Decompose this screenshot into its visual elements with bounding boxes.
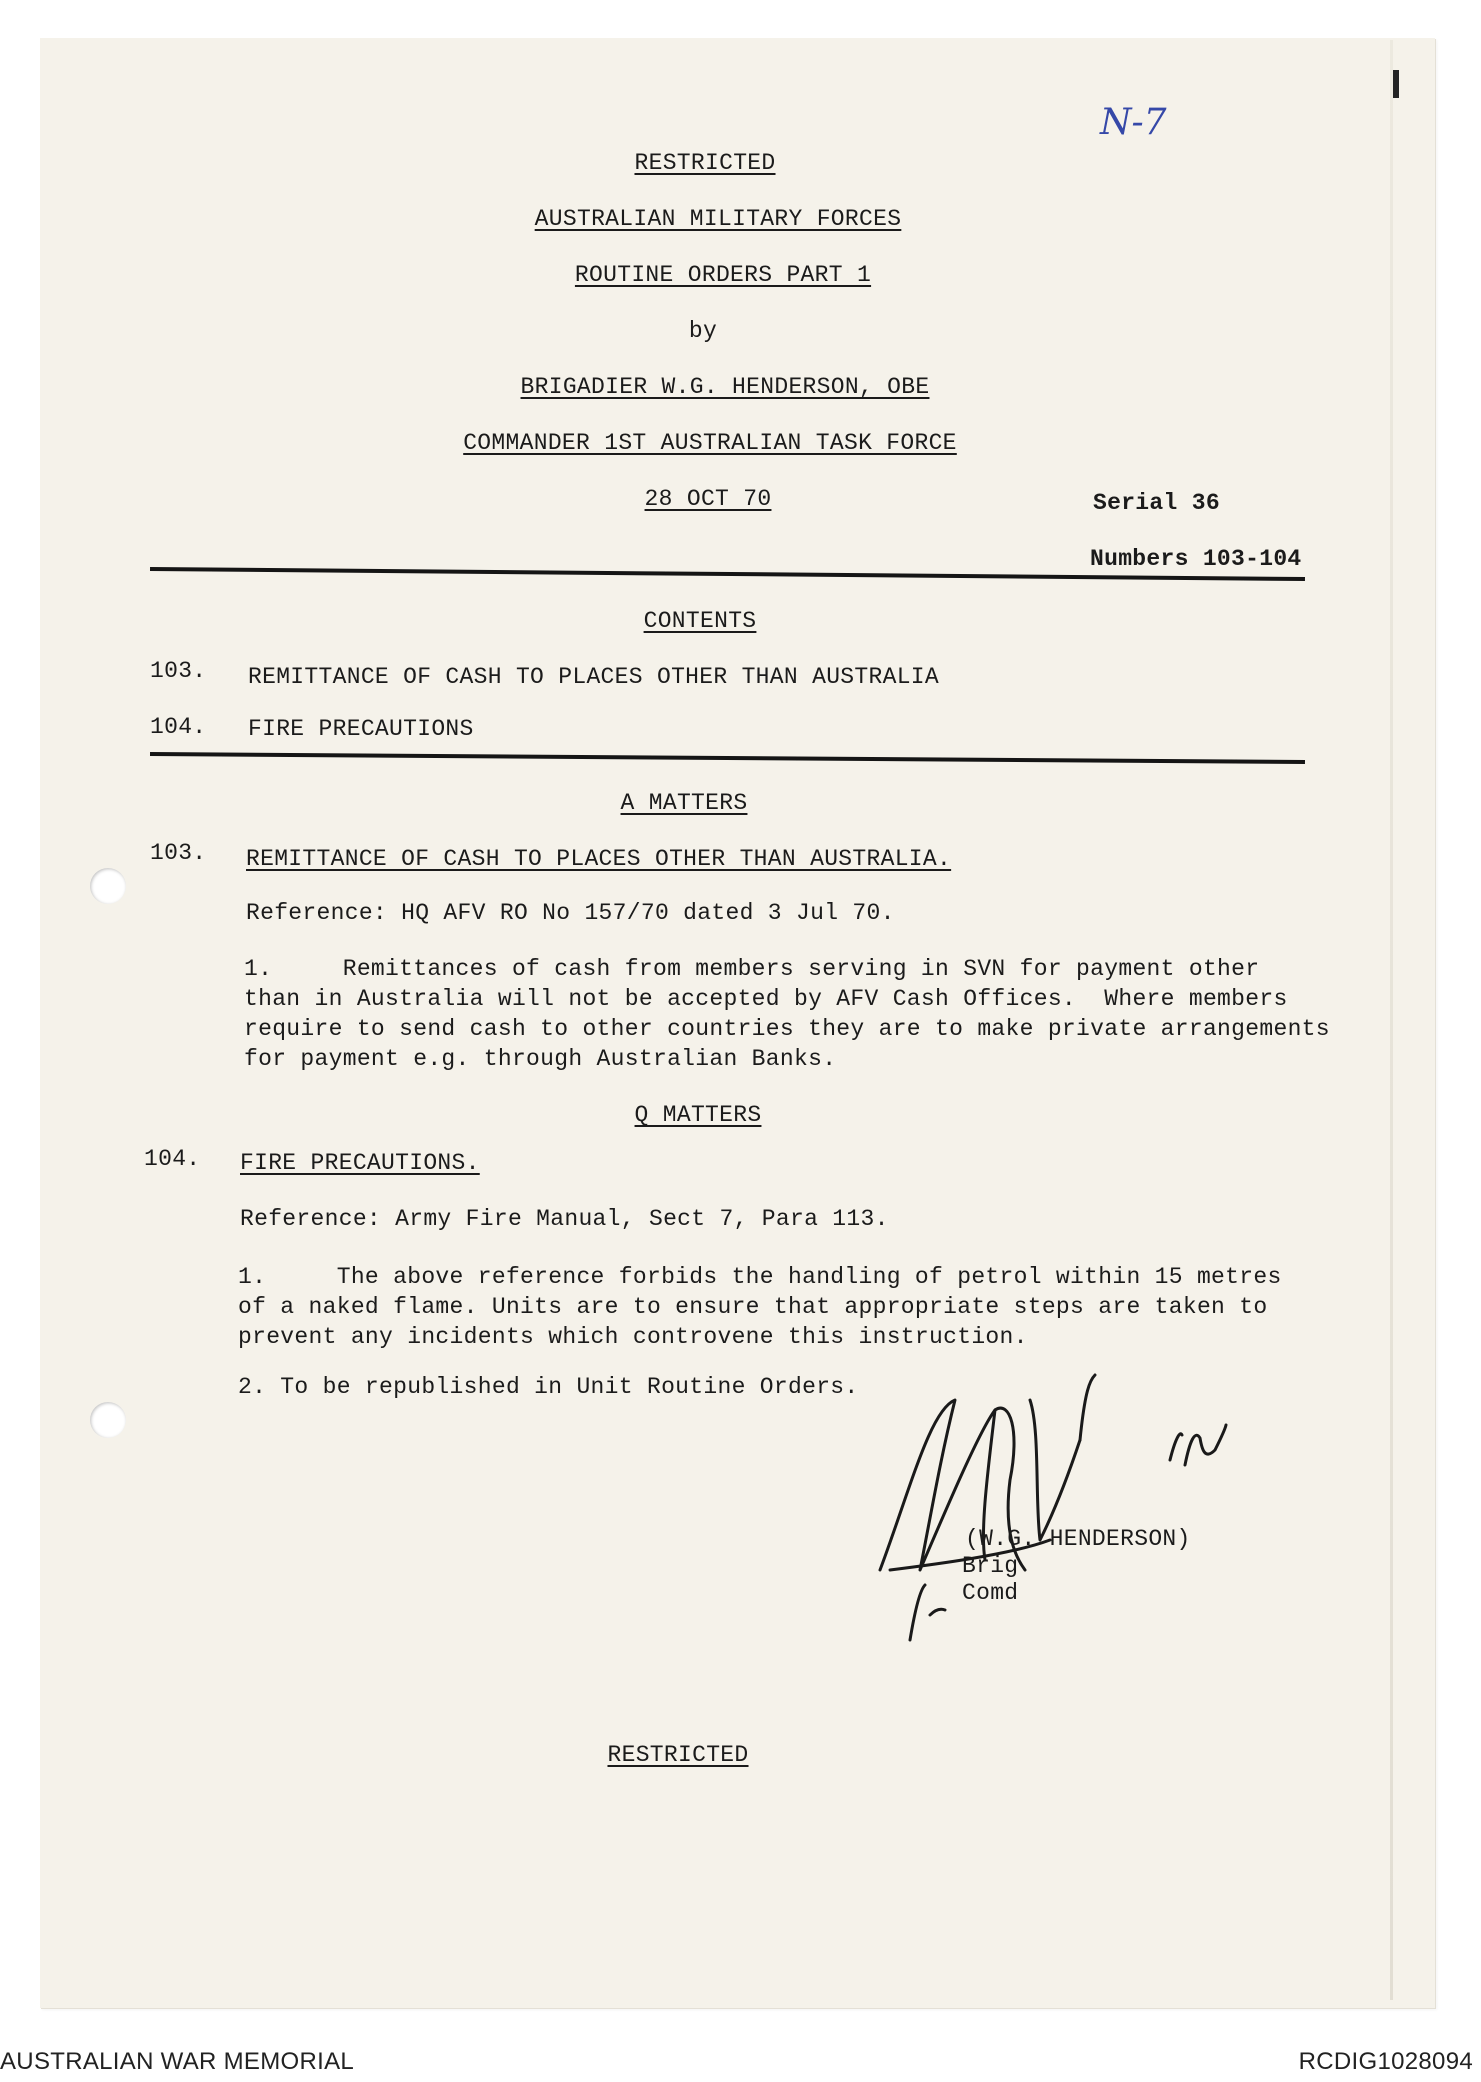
section-a-paragraph-1: 1. Remittances of cash from members serving in SVN for payment other than in Australia will not be accepted by AFV Cash Offices. Where members require to send cash to other countries they are to make private arrangements for payment e.g. through Australian Banks.: [244, 956, 1330, 1072]
section-q-number: 104.: [144, 1146, 201, 1172]
footer-id: RCDIG1028094: [1298, 2048, 1473, 2075]
page-edge: [1390, 40, 1393, 2000]
signatory-appointment: Comd: [962, 1580, 1019, 1606]
serial-number: Serial 36: [1093, 490, 1220, 516]
contents-item-num: 103.: [150, 658, 207, 684]
section-q-heading: Q MATTERS: [634, 1102, 762, 1128]
contents-item-num: 104.: [150, 714, 207, 740]
classification-bottom: RESTRICTED: [607, 1742, 749, 1768]
numbers-range: Numbers 103-104: [1090, 546, 1302, 572]
punch-hole-bottom: [90, 1402, 126, 1438]
section-a-reference: Reference: HQ AFV RO No 157/70 dated 3 Jul 70.: [246, 900, 895, 926]
section-q-title: FIRE PRECAUTIONS.: [240, 1150, 480, 1176]
signature-scrawl-icon: [870, 1370, 1270, 1650]
handwritten-reference: N-7: [1100, 102, 1167, 143]
org-title: AUSTRALIAN MILITARY FORCES: [534, 206, 902, 232]
section-q-paragraph-2: 2. To be republished in Unit Routine Orders.: [238, 1374, 859, 1400]
commander-title: COMMANDER 1ST AUSTRALIAN TASK FORCE: [463, 430, 957, 456]
contents-item-title: FIRE PRECAUTIONS: [248, 716, 474, 742]
section-a-title: REMITTANCE OF CASH TO PLACES OTHER THAN AUSTRALIA.: [246, 846, 952, 872]
staple-mark: [1393, 70, 1399, 98]
section-q-reference: Reference: Army Fire Manual, Sect 7, Para 113.: [240, 1206, 889, 1232]
section-a-heading: A MATTERS: [620, 790, 748, 816]
section-a-number: 103.: [150, 840, 207, 866]
contents-item-title: REMITTANCE OF CASH TO PLACES OTHER THAN AUSTRALIA: [248, 664, 940, 690]
by-label: by: [688, 318, 718, 344]
orders-title: ROUTINE ORDERS PART 1: [574, 262, 872, 288]
punch-hole-top: [90, 868, 126, 904]
order-date: 28 OCT 70: [644, 486, 772, 512]
classification-top: RESTRICTED: [634, 150, 776, 176]
commander-name: BRIGADIER W.G. HENDERSON, OBE: [520, 374, 930, 400]
signatory-name: (W.G. HENDERSON): [965, 1526, 1191, 1552]
footer-source: AUSTRALIAN WAR MEMORIAL: [0, 2048, 355, 2075]
contents-heading: CONTENTS: [643, 608, 757, 634]
section-q-paragraph-1: 1. The above reference forbids the handling of petrol within 15 metres of a naked flame. Units are to ensure that appropriate steps are taken to prevent any incidents which controvene this instruction.: [238, 1264, 1282, 1350]
signatory-rank: Brig: [962, 1553, 1019, 1579]
